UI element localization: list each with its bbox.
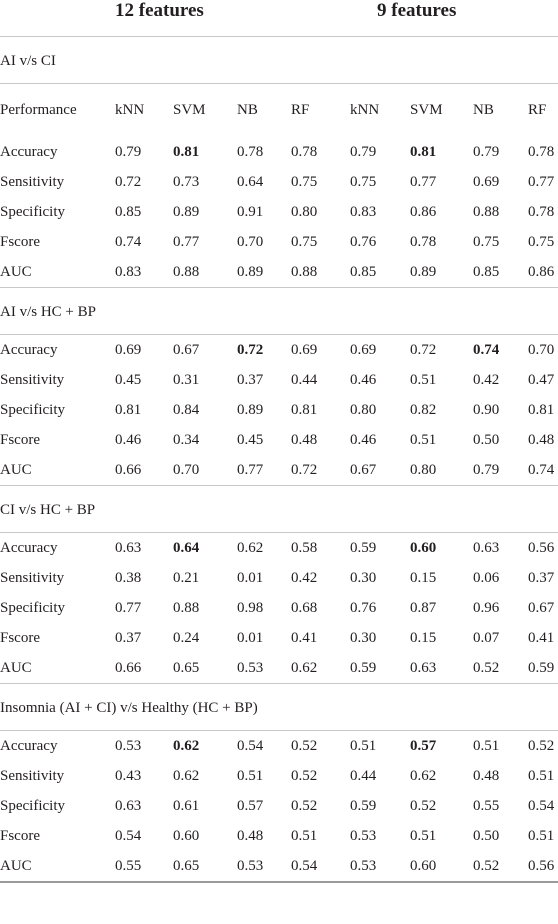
metric-value: 0.88 — [473, 203, 500, 220]
section-title: Insomnia (AI + CI) v/s Healthy (HC + BP) — [0, 699, 258, 716]
metric-value: 0.48 — [291, 431, 318, 448]
metric-value: 0.59 — [350, 659, 377, 676]
metric-value: 0.52 — [291, 767, 318, 784]
metric-value: 0.06 — [473, 569, 500, 586]
table-row — [0, 137, 558, 167]
column-header-rf: RF — [291, 102, 310, 118]
metric-value: 0.88 — [173, 263, 200, 280]
metric-value: 0.62 — [173, 767, 200, 784]
metric-value: 0.84 — [173, 401, 200, 418]
metric-value: 0.86 — [410, 203, 437, 220]
metric-value: 0.70 — [528, 341, 555, 358]
metric-label: Accuracy — [0, 143, 58, 160]
metric-value: 0.75 — [473, 233, 500, 250]
metric-value: 0.51 — [350, 737, 377, 754]
metric-value: 0.80 — [350, 401, 377, 418]
metric-value: 0.79 — [473, 461, 500, 478]
metric-value: 0.79 — [115, 143, 142, 160]
metric-value: 0.52 — [473, 857, 500, 874]
metric-value: 0.46 — [350, 371, 377, 388]
metric-value: 0.01 — [237, 569, 264, 586]
metric-value: 0.54 — [291, 857, 318, 874]
metric-value: 0.37 — [237, 371, 264, 388]
metric-value: 0.68 — [291, 599, 318, 616]
metric-value: 0.01 — [237, 629, 264, 646]
metric-value: 0.15 — [410, 569, 437, 586]
metric-value: 0.63 — [410, 659, 437, 676]
metric-value: 0.86 — [528, 263, 555, 280]
metric-value: 0.51 — [410, 371, 437, 388]
section-title: CI v/s HC + BP — [0, 501, 96, 518]
metric-value: 0.85 — [115, 203, 142, 220]
table-body — [0, 37, 558, 883]
metric-value: 0.57 — [410, 737, 437, 754]
table-row — [0, 257, 558, 288]
section-title-row — [0, 684, 558, 731]
metric-value: 0.78 — [237, 143, 264, 160]
metric-value: 0.55 — [473, 797, 500, 814]
table-row — [0, 365, 558, 395]
metric-label: Accuracy — [0, 737, 58, 754]
metric-value: 0.72 — [115, 173, 142, 190]
metric-value: 0.77 — [237, 461, 264, 478]
metric-value: 0.34 — [173, 431, 200, 448]
metric-value: 0.81 — [173, 143, 200, 160]
metric-value: 0.52 — [528, 737, 555, 754]
metric-value: 0.89 — [410, 263, 437, 280]
metric-value: 0.57 — [237, 797, 264, 814]
metric-value: 0.62 — [291, 659, 318, 676]
metric-value: 0.63 — [473, 539, 500, 556]
table-row — [0, 335, 558, 366]
table-row — [0, 761, 558, 791]
metric-value: 0.50 — [473, 431, 500, 448]
metric-value: 0.52 — [410, 797, 437, 814]
metric-value: 0.81 — [410, 143, 437, 160]
metric-value: 0.67 — [528, 599, 555, 616]
metric-value: 0.81 — [528, 401, 555, 418]
metric-label: Fscore — [0, 431, 40, 448]
metric-value: 0.81 — [115, 401, 142, 418]
column-header-svm: SVM — [173, 102, 206, 118]
metric-value: 0.51 — [528, 827, 555, 844]
metric-value: 0.79 — [473, 143, 500, 160]
metric-value: 0.89 — [237, 263, 264, 280]
metric-value: 0.56 — [528, 857, 555, 874]
metric-label: AUC — [0, 659, 32, 676]
metric-label: AUC — [0, 461, 32, 478]
metric-label: Sensitivity — [0, 173, 65, 190]
metric-value: 0.48 — [473, 767, 500, 784]
metric-value: 0.70 — [173, 461, 200, 478]
metric-value: 0.62 — [410, 767, 437, 784]
table-row — [0, 197, 558, 227]
metric-value: 0.69 — [115, 341, 142, 358]
metric-value: 0.72 — [410, 341, 437, 358]
metric-value: 0.89 — [237, 401, 264, 418]
metric-value: 0.83 — [115, 263, 142, 280]
metric-value: 0.60 — [410, 539, 437, 556]
metric-value: 0.81 — [291, 401, 318, 418]
metric-value: 0.79 — [350, 143, 377, 160]
section-title: AI v/s HC + BP — [0, 303, 96, 320]
metric-value: 0.41 — [528, 629, 555, 646]
table-row — [0, 791, 558, 821]
metric-value: 0.51 — [237, 767, 264, 784]
metric-value: 0.74 — [528, 461, 555, 478]
metric-value: 0.72 — [291, 461, 318, 478]
column-header-nb: NB — [473, 102, 494, 118]
metric-value: 0.78 — [291, 143, 318, 160]
group-12-features: 12 features — [115, 0, 204, 21]
table-row — [0, 821, 558, 851]
metric-value: 0.64 — [237, 173, 264, 190]
metric-value: 0.69 — [473, 173, 500, 190]
metric-value: 0.53 — [350, 827, 377, 844]
metric-value: 0.74 — [473, 341, 500, 358]
metric-label: Fscore — [0, 233, 40, 250]
metric-label: AUC — [0, 857, 32, 874]
metric-value: 0.90 — [473, 401, 500, 418]
section-title-row — [0, 486, 558, 533]
metric-label: Fscore — [0, 629, 40, 646]
metric-value: 0.46 — [350, 431, 377, 448]
metric-label: Sensitivity — [0, 569, 65, 586]
metric-label: Accuracy — [0, 539, 58, 556]
table-row — [0, 167, 558, 197]
metric-value: 0.67 — [350, 461, 377, 478]
metric-label: Specificity — [0, 401, 65, 418]
metric-value: 0.77 — [410, 173, 437, 190]
metric-value: 0.76 — [350, 233, 377, 250]
metric-value: 0.83 — [350, 203, 377, 220]
metric-value: 0.43 — [115, 767, 142, 784]
metric-label: Specificity — [0, 203, 65, 220]
section-title: AI v/s CI — [0, 52, 56, 69]
metric-value: 0.88 — [291, 263, 318, 280]
metric-value: 0.75 — [291, 233, 318, 250]
column-header-row — [0, 84, 558, 138]
metric-value: 0.60 — [173, 827, 200, 844]
metric-value: 0.80 — [410, 461, 437, 478]
metric-value: 0.75 — [350, 173, 377, 190]
metric-value: 0.74 — [115, 233, 142, 250]
metric-value: 0.44 — [291, 371, 318, 388]
metric-value: 0.78 — [410, 233, 437, 250]
metric-value: 0.53 — [237, 659, 264, 676]
metric-value: 0.51 — [473, 737, 500, 754]
metric-value: 0.47 — [528, 371, 555, 388]
metric-value: 0.63 — [115, 797, 142, 814]
table-row — [0, 395, 558, 425]
metric-value: 0.75 — [291, 173, 318, 190]
metric-value: 0.96 — [473, 599, 500, 616]
metric-value: 0.72 — [237, 341, 264, 358]
metric-value: 0.51 — [291, 827, 318, 844]
metric-value: 0.55 — [115, 857, 142, 874]
metric-value: 0.54 — [115, 827, 142, 844]
metric-value: 0.78 — [528, 143, 555, 160]
metric-value: 0.80 — [291, 203, 318, 220]
metric-value: 0.62 — [173, 737, 200, 754]
metric-value: 0.21 — [173, 569, 200, 586]
metric-value: 0.78 — [528, 203, 555, 220]
metric-value: 0.52 — [291, 737, 318, 754]
table-row — [0, 593, 558, 623]
column-header-knn: kNN — [350, 102, 380, 118]
metric-value: 0.51 — [410, 431, 437, 448]
column-header-performance: Performance — [0, 102, 77, 118]
metric-value: 0.48 — [237, 827, 264, 844]
metric-value: 0.38 — [115, 569, 142, 586]
table-row — [0, 623, 558, 653]
metric-value: 0.77 — [528, 173, 555, 190]
metric-value: 0.54 — [237, 737, 264, 754]
metric-value: 0.70 — [237, 233, 264, 250]
metric-value: 0.30 — [350, 629, 377, 646]
metric-value: 0.89 — [173, 203, 200, 220]
metric-value: 0.53 — [115, 737, 142, 754]
metric-value: 0.85 — [350, 263, 377, 280]
metric-value: 0.07 — [473, 629, 500, 646]
metric-value: 0.77 — [115, 599, 142, 616]
metric-value: 0.54 — [528, 797, 555, 814]
metric-value: 0.37 — [528, 569, 555, 586]
metric-value: 0.87 — [410, 599, 437, 616]
metric-label: Sensitivity — [0, 767, 65, 784]
metric-value: 0.41 — [291, 629, 318, 646]
metric-value: 0.63 — [115, 539, 142, 556]
metric-value: 0.50 — [473, 827, 500, 844]
metric-value: 0.30 — [350, 569, 377, 586]
metric-value: 0.15 — [410, 629, 437, 646]
metric-value: 0.44 — [350, 767, 377, 784]
metric-value: 0.98 — [237, 599, 264, 616]
table-row — [0, 563, 558, 593]
metric-value: 0.66 — [115, 659, 142, 676]
metric-value: 0.42 — [291, 569, 318, 586]
column-header-knn: kNN — [115, 102, 145, 118]
section-title-row — [0, 37, 558, 84]
table-row — [0, 455, 558, 486]
metric-value: 0.31 — [173, 371, 200, 388]
group-9-features: 9 features — [377, 0, 457, 21]
metric-value: 0.42 — [473, 371, 500, 388]
metric-value: 0.24 — [173, 629, 200, 646]
column-header-nb: NB — [237, 102, 258, 118]
metric-value: 0.53 — [237, 857, 264, 874]
metric-value: 0.82 — [410, 401, 437, 418]
metric-label: Specificity — [0, 599, 65, 616]
metric-value: 0.62 — [237, 539, 264, 556]
metric-value: 0.59 — [350, 797, 377, 814]
header-spacer — [0, 0, 115, 37]
metric-value: 0.75 — [528, 233, 555, 250]
metric-value: 0.65 — [173, 659, 200, 676]
metric-value: 0.37 — [115, 629, 142, 646]
table-row — [0, 653, 558, 684]
metric-value: 0.45 — [115, 371, 142, 388]
table-row — [0, 731, 558, 762]
metric-value: 0.45 — [237, 431, 264, 448]
metric-value: 0.52 — [291, 797, 318, 814]
column-header-rf: RF — [528, 102, 547, 118]
metric-value: 0.59 — [350, 539, 377, 556]
metric-value: 0.73 — [173, 173, 200, 190]
metric-value: 0.51 — [528, 767, 555, 784]
metric-value: 0.48 — [528, 431, 555, 448]
table-row — [0, 425, 558, 455]
metric-value: 0.58 — [291, 539, 318, 556]
metric-label: AUC — [0, 263, 32, 280]
metric-value: 0.91 — [237, 203, 264, 220]
column-header-svm: SVM — [410, 102, 443, 118]
metric-value: 0.88 — [173, 599, 200, 616]
metric-value: 0.60 — [410, 857, 437, 874]
table-row — [0, 533, 558, 564]
metric-value: 0.61 — [173, 797, 200, 814]
metric-value: 0.53 — [350, 857, 377, 874]
metric-value: 0.52 — [473, 659, 500, 676]
metric-label: Specificity — [0, 797, 65, 814]
metric-value: 0.76 — [350, 599, 377, 616]
metric-value: 0.69 — [350, 341, 377, 358]
section-title-row — [0, 288, 558, 335]
metric-value: 0.67 — [173, 341, 200, 358]
metric-value: 0.51 — [410, 827, 437, 844]
metric-value: 0.64 — [173, 539, 200, 556]
metric-value: 0.69 — [291, 341, 318, 358]
metric-value: 0.65 — [173, 857, 200, 874]
feature-group-header-row — [0, 0, 558, 37]
metric-value: 0.46 — [115, 431, 142, 448]
metric-label: Accuracy — [0, 341, 58, 358]
table-row — [0, 227, 558, 257]
metric-value: 0.59 — [528, 659, 555, 676]
metric-value: 0.77 — [173, 233, 200, 250]
table-row — [0, 851, 558, 882]
metric-value: 0.85 — [473, 263, 500, 280]
metric-label: Fscore — [0, 827, 40, 844]
metric-value: 0.66 — [115, 461, 142, 478]
metric-value: 0.56 — [528, 539, 555, 556]
metric-label: Sensitivity — [0, 371, 65, 388]
